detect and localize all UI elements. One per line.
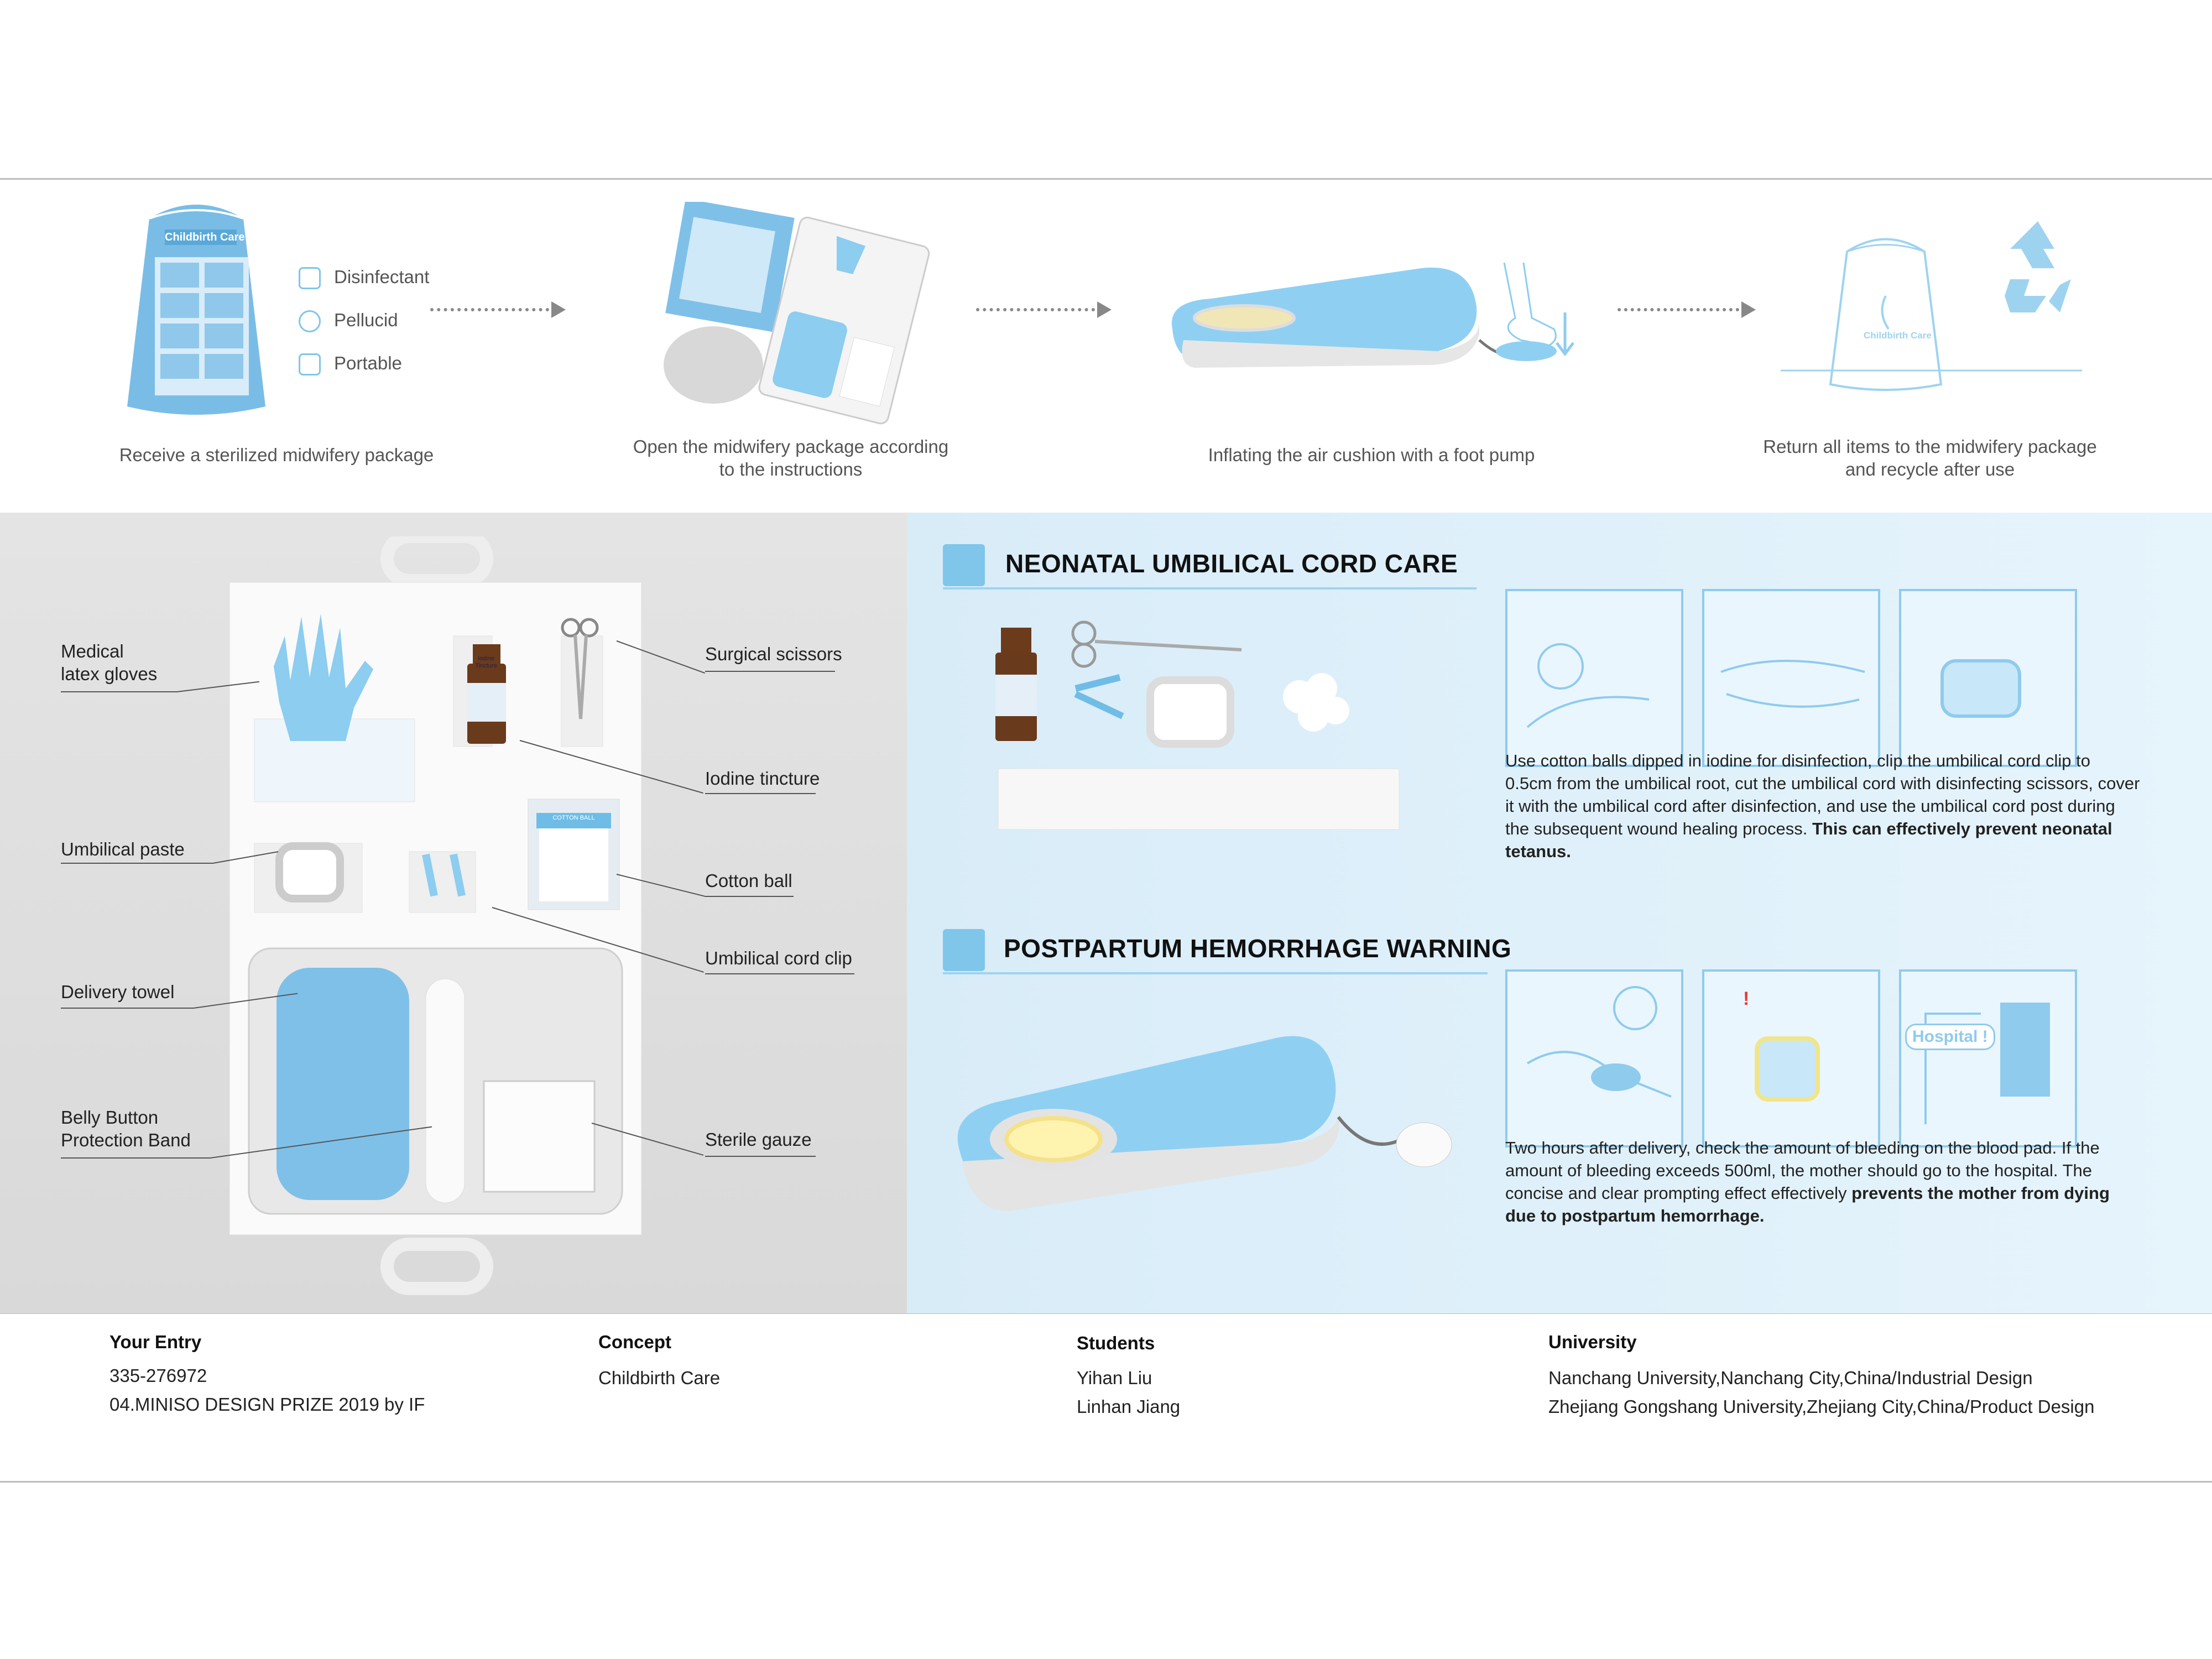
entry-id: 335-276972 (109, 1365, 207, 1386)
pregnant-woman-icon (943, 929, 985, 971)
feature-disinfectant: Disinfectant (299, 267, 429, 289)
callout-delivery-towel: Delivery towel (61, 982, 175, 1002)
foot-pump-image (1465, 257, 1582, 373)
callout-umbilical-paste: Umbilical paste (61, 839, 185, 859)
callout-scissors: Surgical scissors (705, 644, 842, 664)
hemorrhage-description: Two hours after delivery, check the amount of bleeding on the blood pad. If the amount of bleeding exceeds 500ml, the mother should go to the hospital. The concise and clear prompting effect effectively prevents the mother from dying due to postpartum hemorrhage. (1505, 1138, 2110, 1225)
cord-care-title: NEONATAL UMBILICAL CORD CARE (1005, 549, 1458, 578)
callout-leader-line (61, 1157, 210, 1159)
callout-gauze: Sterile gauze (705, 1129, 812, 1150)
recycle-icon (1999, 213, 2077, 318)
open-package-image (653, 202, 940, 429)
step-1-caption: Receive a sterilized midwifery package (119, 445, 434, 465)
feature-portable: Portable (299, 353, 402, 375)
callout-leader-line (705, 973, 854, 974)
callout-leader-line (705, 896, 794, 897)
callout-leader-line (705, 671, 835, 672)
callout-belly-band: Belly Button Protection Band (61, 1107, 191, 1150)
baby-icon (943, 544, 985, 586)
cotton-bag-label: COTTON BALL (552, 815, 595, 821)
university-2: Zhejiang Gongshang University,Zhejiang City,China/Product Design (1548, 1396, 2095, 1417)
bag-icon (299, 353, 321, 375)
callout-cotton: Cotton ball (705, 870, 792, 891)
students-heading: Students (1077, 1333, 1155, 1353)
shield-plus-icon (299, 267, 321, 289)
callout-leader-line (705, 1156, 816, 1157)
callout-leader-line (61, 691, 177, 692)
cord-care-steps-drawings (1505, 589, 2077, 767)
hospital-label: Hospital ! (1905, 1024, 1995, 1050)
step-3-caption: Inflating the air cushion with a foot pump (1208, 445, 1535, 465)
alert-mark: ! (1743, 988, 1750, 1009)
student-1: Yihan Liu (1077, 1368, 1152, 1388)
outline-bag-brand-label: Childbirth Care (1864, 330, 1932, 341)
hemorrhage-steps-drawings (1505, 969, 2077, 1147)
bag-brand-label: Childbirth Care (165, 231, 245, 243)
callout-cord-clip: Umbilical cord clip (705, 948, 852, 968)
arrow-right-icon (430, 308, 566, 311)
callout-iodine: Iodine tincture (705, 768, 820, 789)
callout-gloves: Medical latex gloves (61, 641, 158, 684)
concept-heading: Concept (598, 1332, 671, 1352)
bottom-divider (0, 1481, 2212, 1483)
step-2-caption: Open the midwifery package according to the instructions (633, 436, 949, 479)
cord-care-description: Use cotton balls dipped in iodine for disinfection, clip the umbilical cord clip to 0.5cm from the umbilical root, cut the umbilical cord with disinfecting scissors, cover it with the umbilical cord after disinfection, and use the umbilical cord post during the subsequent wound healing process. This can effectively prevent neonatal tetanus. (1505, 751, 2140, 861)
concept-value: Childbirth Care (598, 1368, 721, 1388)
callout-leader-line (705, 793, 816, 794)
arrow-right-icon (976, 308, 1112, 311)
feature-pellucid: Pellucid (299, 310, 398, 332)
arrow-right-icon (1618, 308, 1756, 311)
kit-tray-image (229, 536, 644, 1300)
callout-leader-line (61, 863, 213, 864)
section-underline (943, 587, 1477, 589)
entry-heading: Your Entry (109, 1332, 202, 1352)
university-heading: University (1548, 1332, 1637, 1352)
blood-pad-cushion-image (948, 1001, 1468, 1228)
student-2: Linhan Jiang (1077, 1396, 1181, 1417)
midwifery-bag-image (116, 196, 276, 423)
cord-care-items-image (993, 617, 1402, 838)
section-underline (943, 972, 1488, 974)
step-4-caption: Return all items to the midwifery package and recycle after use (1763, 436, 2097, 479)
check-circle-icon (299, 310, 321, 332)
hemorrhage-title: POSTPARTUM HEMORRHAGE WARNING (1004, 934, 1512, 963)
university-1: Nanchang University,Nanchang City,China/Industrial Design (1548, 1368, 2033, 1388)
iodine-bottle-label: Iodine Tincture (475, 655, 497, 669)
top-divider (0, 178, 2212, 180)
callout-leader-line (61, 1008, 194, 1009)
entry-prize: 04.MINISO DESIGN PRIZE 2019 by IF (109, 1394, 425, 1415)
